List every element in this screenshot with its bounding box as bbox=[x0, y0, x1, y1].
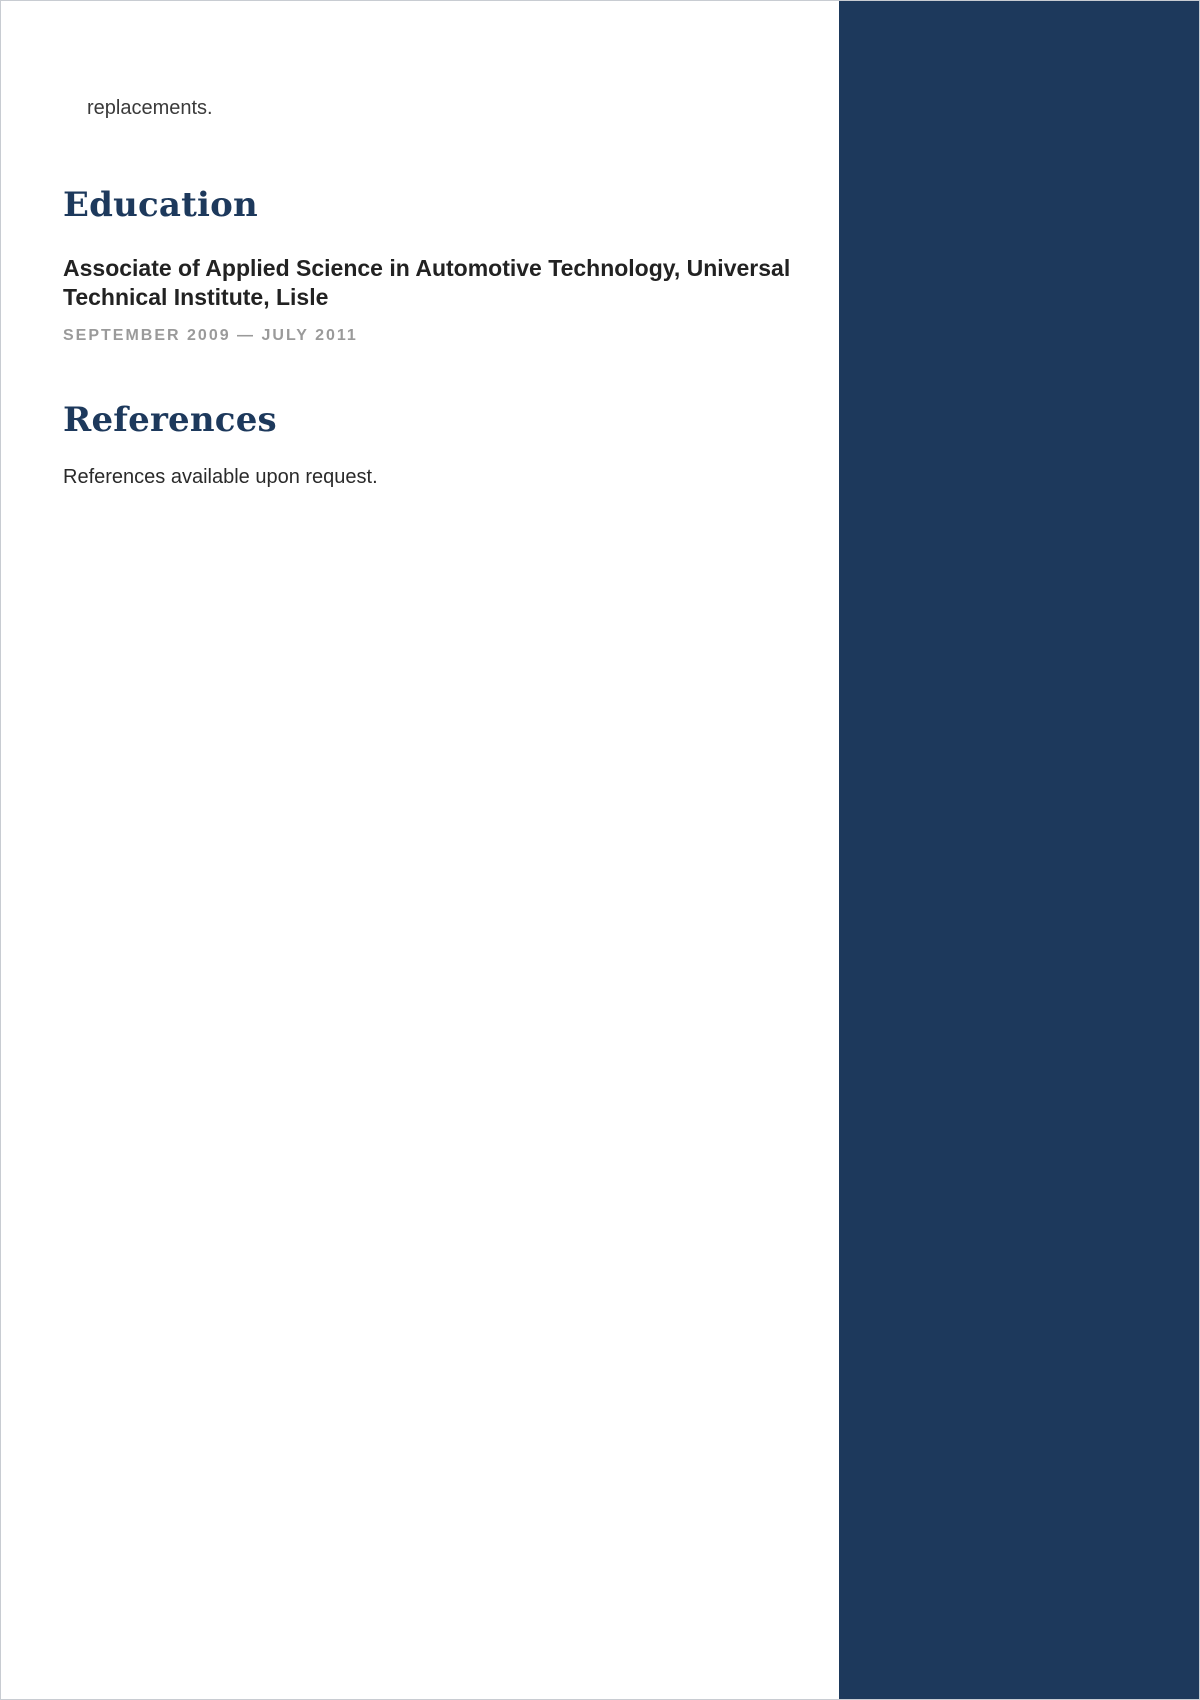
experience-continued-text: replacements. bbox=[87, 97, 213, 119]
references-text: References available upon request. bbox=[63, 466, 378, 488]
main-column bbox=[1, 1, 839, 1699]
education-entry-title: Associate of Applied Science in Automotive Technology, Universal Technical Institute, Lisle bbox=[63, 255, 791, 310]
sidebar-panel bbox=[839, 1, 1200, 1699]
education-entry-dates: SEPTEMBER 2009 — JULY 2011 bbox=[63, 327, 358, 344]
references-heading: References bbox=[63, 400, 277, 440]
education-heading: Education bbox=[63, 185, 258, 225]
